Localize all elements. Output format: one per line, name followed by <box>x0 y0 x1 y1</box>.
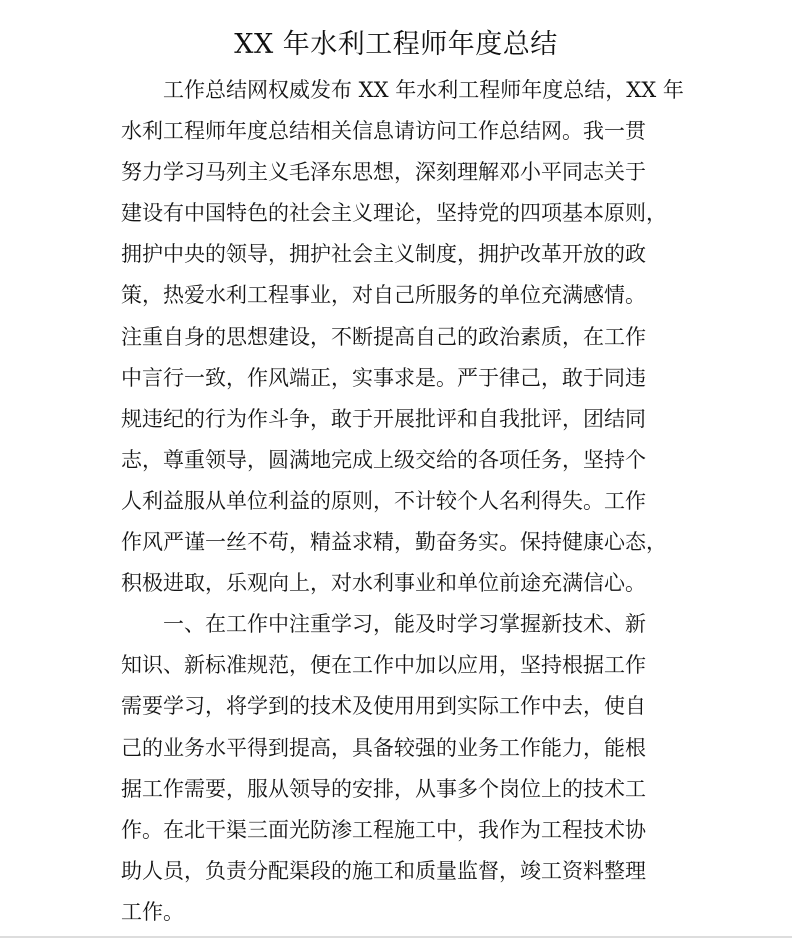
text-line: 作。在北干渠三面光防渗工程施工中，我作为工程技术协 <box>121 817 646 842</box>
text-line: 注重自身的思想建设，不断提高自己的政治素质，在工作 <box>121 324 646 349</box>
text-line: 志，尊重领导，圆满地完成上级交给的各项任务，坚持个 <box>121 447 646 472</box>
document-body <box>121 70 691 933</box>
text-line: 工作。 <box>121 899 184 924</box>
text-line: 工作总结网权威发布 XX 年水利工程师年度总结，XX 年 <box>163 78 684 102</box>
text-line: 作风严谨一丝不苟，精益求精，勤奋务实。保持健康心态， <box>121 530 667 555</box>
page-bottom-divider <box>0 936 792 938</box>
text-line: 水利工程师年度总结相关信息请访问工作总结网。我一贯 <box>121 119 646 144</box>
text-line: 据工作需要，服从领导的安排，从事多个岗位上的技术工 <box>121 776 646 801</box>
text-line: 拥护中央的领导，拥护社会主义制度，拥护改革开放的政 <box>121 242 646 267</box>
document-title: XX 年水利工程师年度总结 <box>234 29 558 60</box>
text-line: 规违纪的行为作斗争，敢于开展批评和自我批评，团结同 <box>121 406 646 431</box>
text-line: 建设有中国特色的社会主义理论，坚持党的四项基本原则， <box>121 201 667 226</box>
text-line: 人利益服从单位利益的原则，不计较个人名利得失。工作 <box>121 488 646 513</box>
text-line: 己的业务水平得到提高，具备较强的业务工作能力，能根 <box>121 735 646 760</box>
text-line: 助人员，负责分配渠段的施工和质量监督，竣工资料整理 <box>121 858 646 883</box>
paragraph-1 <box>121 70 691 604</box>
text-line: 中言行一致，作风端正，实事求是。严于律己，敢于同违 <box>121 365 646 390</box>
text-line: 积极进取，乐观向上，对水利事业和单位前途充满信心。 <box>121 571 646 596</box>
text-line: 努力学习马列主义毛泽东思想，深刻理解邓小平同志关于 <box>121 160 646 185</box>
text-line: 知识、新标准规范，便在工作中加以应用，坚持根据工作 <box>121 653 646 678</box>
paragraph-2 <box>121 604 691 933</box>
text-line: 一、在工作中注重学习，能及时学习掌握新技术、新 <box>163 612 646 637</box>
text-line: 需要学习，将学到的技术及使用用到实际工作中去，使自 <box>121 694 646 719</box>
text-line: 策，热爱水利工程事业，对自己所服务的单位充满感情。 <box>121 283 646 308</box>
